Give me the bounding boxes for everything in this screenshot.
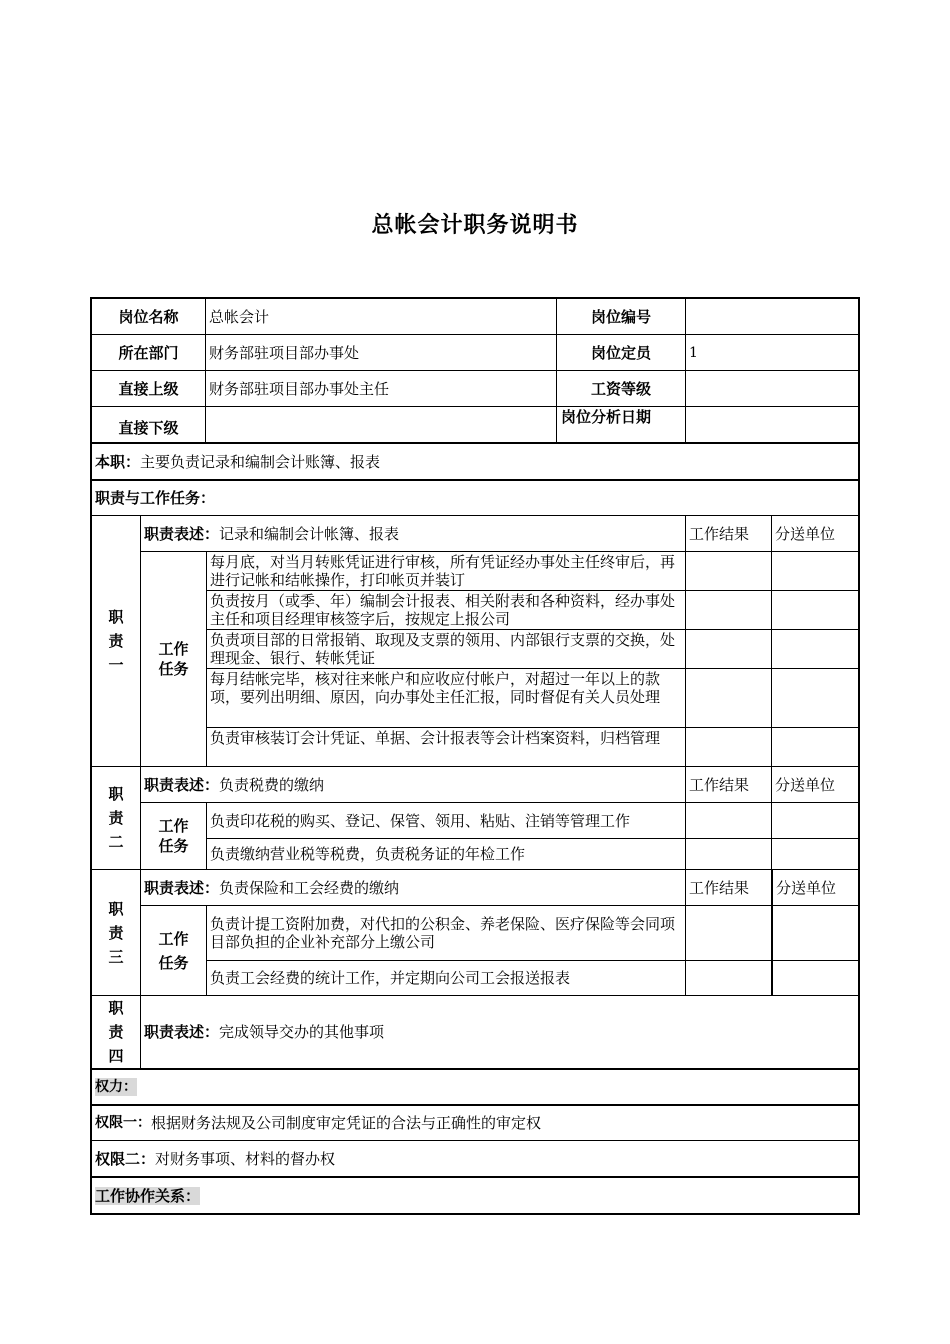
resp4-desc-row bbox=[141, 996, 858, 1068]
resp1-task-5: 负责审核装订会计凭证、单据、会计报表等会计档案资料，归档管理 bbox=[210, 729, 661, 747]
resp1-result-header: 工作结果 bbox=[689, 524, 750, 543]
resp3-desc-row bbox=[141, 870, 685, 905]
resp1-task-1: 每月底，对当月转账凭证进行审核，所有凭证经办事处主任终审后，再进行记帐和结帐操作，打印帐页并装订 bbox=[210, 553, 676, 589]
tasks-header: 职责与工作任务： bbox=[95, 489, 216, 507]
resp3-task-1: 负责计提工资附加费，对代扣的公积金、养老保险、医疗保险等会同项目部负担的企业补充部分上缴公司 bbox=[210, 915, 676, 951]
subordinate-label: 直接下级 bbox=[118, 419, 179, 437]
page-title: 总帐会计职务说明书 bbox=[371, 213, 579, 238]
tasks-header-row bbox=[92, 481, 858, 515]
position-code-value bbox=[686, 299, 858, 334]
resp2-task-2: 负责缴纳营业税等税费，负责税务证的年检工作 bbox=[210, 845, 526, 863]
analysis-date-value bbox=[686, 407, 858, 442]
analysis-date-label: 岗位分析日期 bbox=[561, 408, 652, 426]
resp3-work-task-label: 工作 任务 bbox=[158, 929, 189, 972]
duty-text: 主要负责记录和编制会计账簿、报表 bbox=[140, 452, 381, 471]
position-code-label: 岗位编号 bbox=[590, 307, 651, 326]
resp4-desc-label: 职责表述： bbox=[144, 1023, 220, 1041]
power1-row bbox=[92, 1106, 858, 1140]
headcount-value: 1 bbox=[689, 344, 698, 361]
duty-label: 本职： bbox=[95, 452, 141, 471]
resp2-work-task-label: 工作 任务 bbox=[158, 817, 189, 855]
resp4-desc: 完成领导交办的其他事项 bbox=[219, 1023, 385, 1041]
headcount-label: 岗位定员 bbox=[590, 343, 651, 362]
resp1-desc: 记录和编制会计帐簿、报表 bbox=[219, 524, 400, 543]
resp3-label: 职 责 三 bbox=[108, 899, 124, 966]
resp4-label: 职 责 四 bbox=[108, 999, 124, 1065]
resp2-task-1: 负责印花税的购买、登记、保管、领用、粘贴、注销等管理工作 bbox=[210, 811, 631, 830]
salary-label: 工资等级 bbox=[590, 379, 651, 398]
power2-label: 权限二： bbox=[95, 1149, 156, 1168]
position-name-label: 岗位名称 bbox=[118, 307, 179, 326]
resp3-desc: 负责保险和工会经费的缴纳 bbox=[219, 878, 400, 897]
resp2-desc-row bbox=[141, 767, 685, 802]
resp3-task-2: 负责工会经费的统计工作，并定期向公司工会报送报表 bbox=[210, 969, 571, 987]
resp3-result-header: 工作结果 bbox=[689, 878, 750, 897]
resp3-dept-header: 分送单位 bbox=[776, 878, 837, 897]
resp1-work-task-label: 工作 任务 bbox=[158, 640, 189, 678]
resp2-dept-header: 分送单位 bbox=[775, 775, 836, 794]
resp1-desc-label: 职责表述： bbox=[144, 524, 220, 543]
superior-label: 直接上级 bbox=[118, 379, 179, 398]
cooperation-header: 工作协作关系： bbox=[95, 1186, 201, 1205]
power2-row bbox=[92, 1141, 858, 1176]
department-label: 所在部门 bbox=[118, 343, 179, 362]
position-name-value: 总帐会计 bbox=[209, 307, 270, 326]
subordinate-value bbox=[206, 407, 556, 442]
resp2-desc-label: 职责表述： bbox=[144, 775, 220, 794]
resp3-desc-label: 职责表述： bbox=[144, 878, 220, 897]
salary-value bbox=[686, 371, 858, 406]
power1-text: 根据财务法规及公司制度审定凭证的合法与正确性的审定权 bbox=[151, 1114, 542, 1132]
resp1-task-4: 每月结帐完毕，核对往来帐户和应收应付帐户，对超过一年以上的款项，要列出明细、原因，向办事处主任汇报，同时督促有关人员处理 bbox=[210, 670, 661, 706]
power2-text: 对财务事项、材料的督办权 bbox=[155, 1149, 336, 1168]
resp1-task-2: 负责按月（或季、年）编制会计报表、相关附表和各种资料，经办事处主任和项目经理审核签字后，按规定上报公司 bbox=[210, 592, 676, 628]
resp2-label: 职 责 二 bbox=[108, 785, 124, 851]
duty-row bbox=[92, 444, 858, 479]
cooperation-header-row bbox=[92, 1178, 858, 1213]
resp1-label: 职 责 一 bbox=[108, 608, 124, 674]
power-header: 权力： bbox=[95, 1079, 137, 1095]
power-header-row bbox=[92, 1070, 858, 1104]
resp2-result-header: 工作结果 bbox=[689, 775, 750, 794]
resp1-dept-header: 分送单位 bbox=[775, 524, 836, 543]
department-value: 财务部驻项目部办事处 bbox=[209, 343, 360, 362]
superior-value: 财务部驻项目部办事处主任 bbox=[209, 379, 390, 398]
resp2-desc: 负责税费的缴纳 bbox=[219, 775, 325, 794]
resp1-desc-row bbox=[141, 516, 685, 551]
resp1-task-3: 负责项目部的日常报销、取现及支票的领用、内部银行支票的交换，处理现金、银行、转帐凭证 bbox=[210, 631, 676, 667]
power1-label: 权限一： bbox=[95, 1115, 151, 1131]
